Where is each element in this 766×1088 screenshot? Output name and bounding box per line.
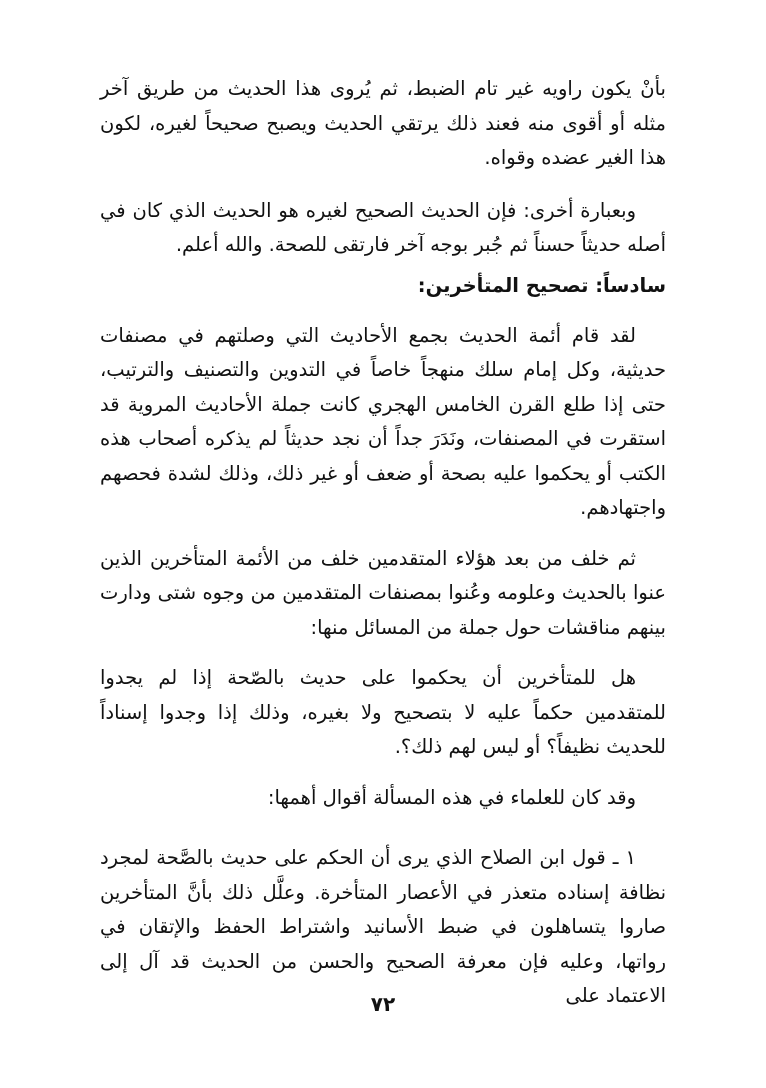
page-number: ٧٢ [370,992,396,1016]
section-heading-title: تصحيح المتأخرين: [417,273,589,297]
section-heading [100,269,666,303]
paragraph-definition: وبعبارة أخرى: فإن الحديث الصحيح لغيره هو الحديث الذي كان في أصله حديثاً حسناً ثم جُبر بوجه آخر فارتقى للصحة. والله أعلم. [100,198,666,256]
paragraph-opinions-intro: وقد كان للعلماء في هذه المسألة أقوال أهمها: [267,785,636,809]
paragraph-continuation: بأنْ يكون راويه غير تام الضبط، ثم يُروى هذا الحديث من طريق آخر مثله أو أقوى منه فعند ذلك يرتقي الحديث ويصبح صحيحاً لغيره، لكون هذا الغير عضده وقواه. [100,77,666,169]
page-body [100,72,666,1014]
section-heading-number: سادساً: [595,273,666,297]
paragraph-ibn-salah-opinion: ١ ـ قول ابن الصلاح الذي يرى أن الحكم على حديث بالصَّحة لمجرد نظافة إسناده متعذر في الأعصار المتأخرة. وعلَّل ذلك بأنَّ المتأخرين صاروا يتساهلون في ضبط الأسانيد واشتراط الحفظ والإتقان في رواتها، وعليه فإن معرفة الصحيح والحسن من الحديث قد آل إلى الاعتماد على [100,846,666,1007]
paragraph-later-scholars: ثم خلف من بعد هؤلاء المتقدمين خلف من الأئمة المتأخرين الذين عنوا بالحديث وعلومه وعُنوا بمصنفات المتقدمين من وجوه شتى ودارت بينهم مناقشات حول جملة من المسائل منها: [100,546,666,639]
paragraph-question: هل للمتأخرين أن يحكموا على حديث بالصّحة إذا لم يجدوا للمتقدمين حكماً عليه لا بتصحيح ولا بغيره، وذلك إذا وجدوا إسناداً للحديث نظيفاً؟ أو ليس لهم ذلك؟. [100,666,666,758]
paragraph-imams-compilation: لقد قام أئمة الحديث بجمع الأحاديث التي وصلتهم في مصنفات حديثية، وكل إمام سلك منهجاً خاصاً في التدوين والتصنيف والترتيب، حتى إذا طلع القرن الخامس الهجري كانت جملة الأحاديث المروية قد استقرت في المصنفات، ونَدَرَ جداً أن نجد حديثاً لم يذكره أصحاب هذه الكتب أو يحكموا عليه بصحة أو ضعف أو غير ذلك، وذلك لشدة فحصهم واجتهادهم. [100,323,666,519]
